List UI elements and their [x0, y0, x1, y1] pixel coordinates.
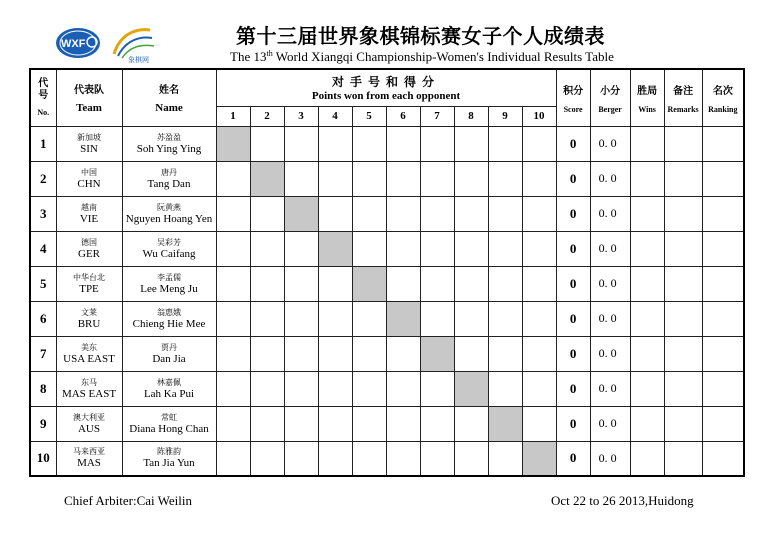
team-en: USA EAST: [63, 352, 115, 365]
opponent-score-cell: [250, 441, 284, 476]
table-row: [30, 161, 744, 196]
remarks-cell: [664, 231, 702, 266]
player-no: 6: [30, 301, 56, 336]
wins-cell: [630, 441, 664, 476]
player-no: 3: [30, 196, 56, 231]
opponent-score-cell: [386, 161, 420, 196]
opponent-score-cell: [386, 231, 420, 266]
name-cell: [122, 441, 216, 476]
opponent-number: 4: [318, 106, 352, 126]
opponent-score-cell: [386, 371, 420, 406]
opponent-score-cell: [250, 336, 284, 371]
player-no: 1: [30, 126, 56, 161]
svg-text:WXF: WXF: [61, 38, 86, 50]
opponent-score-cell: [488, 266, 522, 301]
results-table: [29, 68, 745, 477]
opponent-score-cell: [420, 301, 454, 336]
name-en: Soh Ying Ying: [136, 142, 202, 155]
opponent-number: 10: [522, 106, 556, 126]
name-cn: 阮黄燕: [157, 202, 181, 212]
results-body: [30, 126, 744, 476]
team-cell: [56, 196, 122, 231]
chief-arbiter: Chief Arbiter:Cai Weilin: [64, 493, 192, 508]
team-cn: 马来西亚: [73, 447, 105, 457]
opponent-score-cell: [250, 266, 284, 301]
opponent-score-cell: [420, 371, 454, 406]
berger-cell: 0. 0: [590, 161, 630, 196]
opponent-score-cell: [454, 301, 488, 336]
title-chinese: 第十三届世界象棋锦标赛女子个人成绩表: [236, 24, 605, 48]
opponent-score-cell: [318, 371, 352, 406]
name-en: Tang Dan: [147, 177, 191, 190]
score-cell: 0: [556, 161, 590, 196]
opponent-score-cell: [216, 301, 250, 336]
name-cn: 翁惠娥: [157, 307, 181, 317]
wxf-logo-icon: [52, 26, 102, 60]
page-header: [0, 0, 765, 68]
name-en: Lee Meng Ju: [140, 282, 198, 295]
table-row: [30, 371, 744, 406]
opponent-score-cell: [386, 441, 420, 476]
self-match-cell: [386, 301, 420, 336]
opponent-score-cell: [522, 406, 556, 441]
opponent-score-cell: [318, 161, 352, 196]
ranking-cell: [702, 231, 744, 266]
opponent-score-cell: [250, 126, 284, 161]
table-row: [30, 126, 744, 161]
team-cn: 中国: [81, 167, 97, 177]
col-ranking: 名次 Ranking: [702, 69, 744, 126]
opponent-score-cell: [488, 371, 522, 406]
team-cell: [56, 336, 122, 371]
team-en: TPE: [79, 282, 99, 295]
opponent-score-cell: [284, 161, 318, 196]
col-opponents: 对手号和得分 Points won from each opponent: [216, 69, 556, 106]
player-no: 2: [30, 161, 56, 196]
berger-cell: 0. 0: [590, 441, 630, 476]
berger-cell: 0. 0: [590, 196, 630, 231]
remarks-cell: [664, 406, 702, 441]
wins-cell: [630, 231, 664, 266]
name-cell: [122, 301, 216, 336]
team-en: CHN: [77, 177, 101, 190]
ranking-cell: [702, 196, 744, 231]
opponent-score-cell: [522, 126, 556, 161]
xiangqi-org-logo-icon: [106, 24, 158, 64]
opponent-number: 6: [386, 106, 420, 126]
opponent-score-cell: [216, 406, 250, 441]
team-en: SIN: [80, 142, 98, 155]
berger-cell: 0. 0: [590, 266, 630, 301]
berger-cell: 0. 0: [590, 406, 630, 441]
team-en: VIE: [79, 212, 99, 225]
opponent-score-cell: [352, 126, 386, 161]
remarks-cell: [664, 126, 702, 161]
opponent-score-cell: [386, 266, 420, 301]
wins-cell: [630, 406, 664, 441]
score-cell: 0: [556, 371, 590, 406]
opponent-score-cell: [284, 266, 318, 301]
name-cell: [122, 406, 216, 441]
opponent-score-cell: [420, 266, 454, 301]
self-match-cell: [216, 126, 250, 161]
col-berger: 小分 Berger: [590, 69, 630, 126]
name-cell: [122, 126, 216, 161]
score-cell: 0: [556, 301, 590, 336]
name-cn: 唐丹: [161, 167, 177, 177]
team-cell: [56, 301, 122, 336]
self-match-cell: [284, 196, 318, 231]
opponent-score-cell: [318, 406, 352, 441]
player-no: 10: [30, 441, 56, 476]
opponent-score-cell: [488, 441, 522, 476]
table-row: [30, 441, 744, 476]
ranking-cell: [702, 336, 744, 371]
score-cell: 0: [556, 441, 590, 476]
name-cell: [122, 231, 216, 266]
opponent-number: 8: [454, 106, 488, 126]
team-cell: [56, 231, 122, 266]
opponent-score-cell: [522, 161, 556, 196]
opponent-score-cell: [522, 266, 556, 301]
team-en: MAS: [77, 457, 101, 470]
opponent-number: 7: [420, 106, 454, 126]
team-cell: [56, 266, 122, 301]
score-cell: 0: [556, 336, 590, 371]
opponent-score-cell: [488, 231, 522, 266]
opponent-score-cell: [216, 266, 250, 301]
opponent-score-cell: [420, 161, 454, 196]
opponent-score-cell: [454, 441, 488, 476]
self-match-cell: [318, 231, 352, 266]
opponent-number: 1: [216, 106, 250, 126]
self-match-cell: [420, 336, 454, 371]
opponent-score-cell: [454, 231, 488, 266]
score-cell: 0: [556, 231, 590, 266]
ranking-cell: [702, 266, 744, 301]
berger-cell: 0. 0: [590, 231, 630, 266]
team-cell: [56, 161, 122, 196]
opponent-score-cell: [284, 336, 318, 371]
team-en: MAS EAST: [61, 387, 117, 400]
ranking-cell: [702, 441, 744, 476]
remarks-cell: [664, 196, 702, 231]
opponent-score-cell: [318, 441, 352, 476]
col-team: 代表队 Team: [56, 69, 122, 126]
opponent-score-cell: [522, 371, 556, 406]
opponent-number: 5: [352, 106, 386, 126]
col-no: 代号 No.: [30, 69, 56, 126]
team-cn: 东马: [81, 377, 97, 387]
table-row: [30, 266, 744, 301]
name-cell: [122, 196, 216, 231]
table-row: [30, 336, 744, 371]
name-cell: [122, 371, 216, 406]
berger-cell: 0. 0: [590, 336, 630, 371]
remarks-cell: [664, 441, 702, 476]
col-wins: 胜局 Wins: [630, 69, 664, 126]
opponent-score-cell: [386, 336, 420, 371]
wins-cell: [630, 371, 664, 406]
team-en: AUS: [77, 422, 100, 435]
opponent-score-cell: [522, 196, 556, 231]
opponent-score-cell: [284, 441, 318, 476]
opponent-score-cell: [454, 406, 488, 441]
team-cn: 德国: [81, 237, 97, 247]
player-no: 8: [30, 371, 56, 406]
ranking-cell: [702, 371, 744, 406]
name-en: Wu Caifang: [142, 247, 196, 260]
opponent-score-cell: [284, 371, 318, 406]
wins-cell: [630, 196, 664, 231]
opponent-score-cell: [318, 196, 352, 231]
berger-cell: 0. 0: [590, 301, 630, 336]
team-cell: [56, 441, 122, 476]
self-match-cell: [352, 266, 386, 301]
wins-cell: [630, 161, 664, 196]
opponent-score-cell: [352, 301, 386, 336]
svg-text:象棋网: 象棋网: [128, 56, 149, 64]
player-no: 4: [30, 231, 56, 266]
opponent-score-cell: [216, 196, 250, 231]
opponent-score-cell: [284, 406, 318, 441]
berger-cell: 0. 0: [590, 126, 630, 161]
opponent-score-cell: [284, 126, 318, 161]
table-row: [30, 301, 744, 336]
opponent-score-cell: [352, 406, 386, 441]
opponent-score-cell: [318, 301, 352, 336]
name-en: Tan Jia Yun: [143, 457, 195, 470]
opponent-score-cell: [216, 336, 250, 371]
opponent-score-cell: [420, 441, 454, 476]
ranking-cell: [702, 161, 744, 196]
remarks-cell: [664, 301, 702, 336]
name-en: Chieng Hie Mee: [132, 317, 206, 330]
opponent-score-cell: [454, 336, 488, 371]
opponent-number: 9: [488, 106, 522, 126]
name-cell: [122, 161, 216, 196]
opponent-score-cell: [488, 161, 522, 196]
name-en: Diana Hong Chan: [129, 422, 209, 435]
opponent-score-cell: [352, 336, 386, 371]
name-cell: [122, 336, 216, 371]
ranking-cell: [702, 126, 744, 161]
team-cn: 新加坡: [77, 132, 101, 142]
table-row: [30, 196, 744, 231]
opponent-score-cell: [488, 126, 522, 161]
name-cn: 林嘉佩: [157, 377, 181, 387]
team-en: GER: [78, 247, 100, 260]
team-cn: 中华台北: [73, 272, 105, 282]
ranking-cell: [702, 301, 744, 336]
opponent-score-cell: [488, 301, 522, 336]
opponent-score-cell: [352, 441, 386, 476]
score-cell: 0: [556, 196, 590, 231]
team-cn: 澳大利亚: [73, 412, 105, 422]
opponent-score-cell: [454, 161, 488, 196]
opponent-score-cell: [318, 126, 352, 161]
score-cell: 0: [556, 266, 590, 301]
opponent-score-cell: [522, 301, 556, 336]
opponent-score-cell: [488, 196, 522, 231]
opponent-score-cell: [420, 406, 454, 441]
opponent-score-cell: [386, 406, 420, 441]
team-cell: [56, 406, 122, 441]
name-en: Lah Ka Pui: [143, 387, 195, 400]
name-en: Nguyen Hoang Yen: [125, 212, 213, 225]
team-cn: 文莱: [81, 307, 97, 317]
team-cn: 美东: [81, 342, 97, 352]
opponent-score-cell: [420, 231, 454, 266]
title-english: The 13th World Xiangqi Championship-Women's Individual Results Table: [230, 49, 614, 64]
opponent-score-cell: [522, 336, 556, 371]
header-row-1: [30, 69, 744, 106]
opponent-score-cell: [250, 196, 284, 231]
table-row: [30, 406, 744, 441]
remarks-cell: [664, 336, 702, 371]
ranking-cell: [702, 406, 744, 441]
opponent-score-cell: [386, 196, 420, 231]
name-cell: [122, 266, 216, 301]
opponent-score-cell: [284, 231, 318, 266]
berger-cell: 0. 0: [590, 371, 630, 406]
wins-cell: [630, 126, 664, 161]
team-en: BRU: [77, 317, 101, 330]
name-cn: 李孟儒: [157, 272, 181, 282]
team-cell: [56, 126, 122, 161]
name-cn: 苏盈盈: [157, 132, 181, 142]
remarks-cell: [664, 371, 702, 406]
player-no: 5: [30, 266, 56, 301]
self-match-cell: [250, 161, 284, 196]
opponent-score-cell: [250, 301, 284, 336]
event-dates: Oct 22 to 26 2013,Huidong: [551, 493, 694, 508]
opponent-score-cell: [420, 196, 454, 231]
col-name: 姓名 Name: [122, 69, 216, 126]
self-match-cell: [454, 371, 488, 406]
opponent-score-cell: [454, 126, 488, 161]
wins-cell: [630, 266, 664, 301]
name-cn: 陈雅韵: [157, 447, 181, 457]
opponent-score-cell: [352, 371, 386, 406]
opponent-score-cell: [488, 336, 522, 371]
team-cn: 越南: [81, 202, 97, 212]
opponent-score-cell: [284, 301, 318, 336]
opponent-score-cell: [250, 406, 284, 441]
self-match-cell: [488, 406, 522, 441]
name-en: Dan Jia: [152, 352, 186, 365]
opponent-score-cell: [250, 371, 284, 406]
opponent-score-cell: [318, 336, 352, 371]
opponent-score-cell: [352, 196, 386, 231]
team-cell: [56, 371, 122, 406]
opponent-number: 2: [250, 106, 284, 126]
score-cell: 0: [556, 126, 590, 161]
remarks-cell: [664, 266, 702, 301]
table-row: [30, 231, 744, 266]
opponent-score-cell: [216, 161, 250, 196]
opponent-score-cell: [386, 126, 420, 161]
opponent-score-cell: [454, 266, 488, 301]
opponent-score-cell: [352, 231, 386, 266]
col-remarks: 备注 Remarks: [664, 69, 702, 126]
remarks-cell: [664, 161, 702, 196]
name-cn: 吴彩芳: [157, 237, 181, 247]
opponent-score-cell: [216, 231, 250, 266]
self-match-cell: [522, 441, 556, 476]
player-no: 9: [30, 406, 56, 441]
opponent-score-cell: [454, 196, 488, 231]
player-no: 7: [30, 336, 56, 371]
wins-cell: [630, 336, 664, 371]
name-cn: 常虹: [161, 412, 177, 422]
score-cell: 0: [556, 406, 590, 441]
col-score: 积分 Score: [556, 69, 590, 126]
opponent-number: 3: [284, 106, 318, 126]
opponent-score-cell: [216, 371, 250, 406]
wins-cell: [630, 301, 664, 336]
opponent-score-cell: [352, 161, 386, 196]
opponent-score-cell: [420, 126, 454, 161]
opponent-score-cell: [250, 231, 284, 266]
opponent-score-cell: [522, 231, 556, 266]
opponent-score-cell: [216, 441, 250, 476]
name-cn: 贾丹: [161, 342, 177, 352]
opponent-score-cell: [318, 266, 352, 301]
